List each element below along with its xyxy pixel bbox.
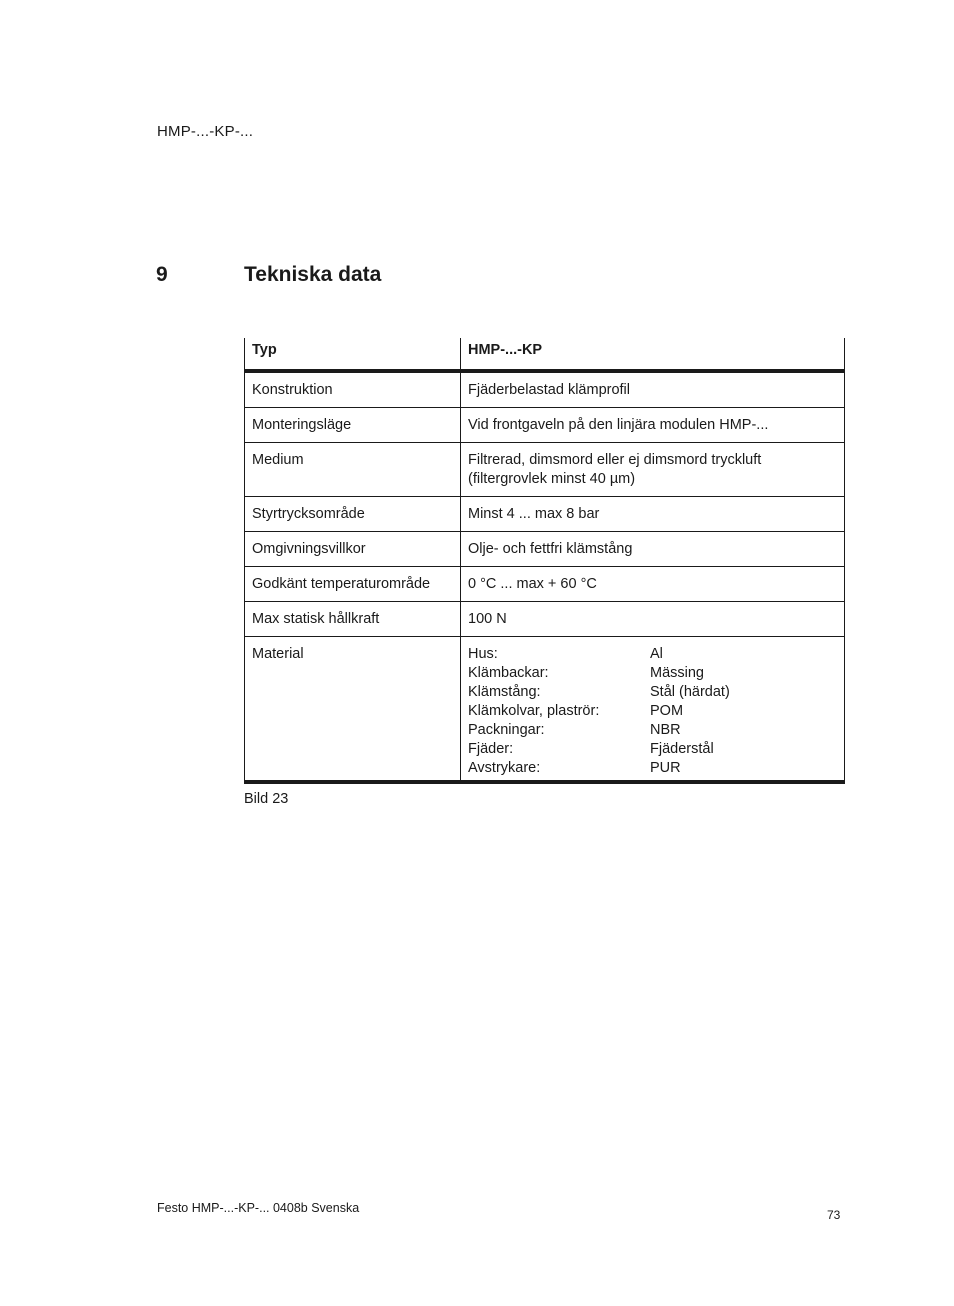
- figure-caption: Bild 23: [244, 791, 289, 807]
- row-value-line: Filtrerad, dimsmord eller ej dimsmord tryckluft: [468, 452, 762, 468]
- section-title: Tekniska data: [244, 263, 382, 286]
- table-row: [245, 567, 845, 602]
- material-value: Mässing: [650, 665, 704, 681]
- row-value: Vid frontgaveln på den linjära modulen HMP-...: [461, 408, 845, 443]
- material-value: Al: [650, 646, 663, 662]
- section-number: 9: [156, 263, 168, 286]
- table-header-row: [245, 338, 845, 371]
- row-value: Minst 4 ... max 8 bar: [461, 497, 845, 532]
- row-value: Fjäderbelastad klämprofil: [461, 371, 845, 408]
- material-value: Stål (härdat): [650, 684, 730, 700]
- row-label: Styrtrycksområde: [245, 497, 461, 532]
- row-value: 100 N: [461, 602, 845, 637]
- row-label: Monteringsläge: [245, 408, 461, 443]
- row-value-line: (filtergrovlek minst 40 µm): [468, 471, 636, 487]
- material-value: Fjäderstål: [650, 741, 714, 757]
- material-part: Avstrykare:: [468, 760, 541, 776]
- table-row: [245, 532, 845, 567]
- row-value: [461, 443, 845, 497]
- row-value: Olje- och fettfri klämstång: [461, 532, 845, 567]
- material-part: Hus:: [468, 646, 498, 662]
- table-row: [245, 443, 845, 497]
- row-label: Godkänt temperaturområde: [245, 567, 461, 602]
- material-list: [461, 637, 845, 783]
- row-label: Material: [245, 637, 461, 783]
- footer-document-info: Festo HMP-...-KP-... 0408b Svenska: [157, 1201, 360, 1215]
- material-part: Klämkolvar, plaströr:: [468, 703, 600, 719]
- material-part: Packningar:: [468, 722, 545, 738]
- table-row: [245, 408, 845, 443]
- table-row: [245, 497, 845, 532]
- row-label: Medium: [245, 443, 461, 497]
- material-value: PUR: [650, 760, 681, 776]
- table-row: [245, 602, 845, 637]
- material-part: Fjäder:: [468, 741, 514, 757]
- column-header-type: Typ: [245, 338, 461, 371]
- material-part: Klämstång:: [468, 684, 541, 700]
- material-value: NBR: [650, 722, 681, 738]
- column-header-model: HMP-...-KP: [461, 338, 845, 371]
- row-value: 0 °C ... max + 60 °C: [461, 567, 845, 602]
- page-number: 73: [827, 1208, 841, 1222]
- material-value: POM: [650, 703, 684, 719]
- row-label: Omgivningsvillkor: [245, 532, 461, 567]
- table-row-material: [245, 637, 845, 783]
- table-row: [245, 371, 845, 408]
- row-label: Konstruktion: [245, 371, 461, 408]
- technical-data-table: [244, 338, 845, 784]
- running-header: HMP-...-KP-...: [157, 123, 254, 140]
- material-part: Klämbackar:: [468, 665, 549, 681]
- row-label: Max statisk hållkraft: [245, 602, 461, 637]
